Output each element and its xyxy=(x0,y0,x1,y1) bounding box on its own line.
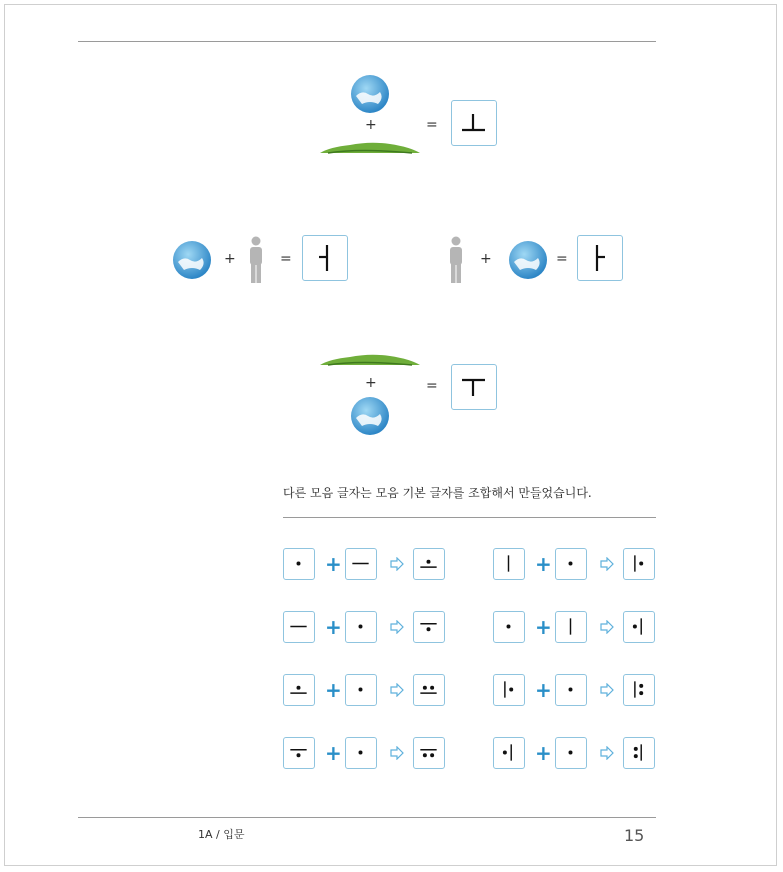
glyph-vdotR xyxy=(624,549,653,578)
glyph-hdotTop xyxy=(414,549,443,578)
dot-mark xyxy=(503,751,507,755)
dot-mark xyxy=(507,625,511,629)
glyph-box-dot xyxy=(555,737,587,769)
glyph-vdotL xyxy=(624,612,653,641)
glyph-box-vdot2L xyxy=(623,737,655,769)
page-border xyxy=(4,4,777,866)
vowel-box-u xyxy=(451,364,497,410)
vowel-o-glyph xyxy=(452,101,495,144)
plus-sign: + xyxy=(535,678,552,702)
glyph-dot xyxy=(346,612,375,641)
glyph-vbar xyxy=(494,549,523,578)
glyph-box-dot xyxy=(493,611,525,643)
glyph-dot xyxy=(346,675,375,704)
glyph-box-hdotBot xyxy=(283,737,315,769)
sky-globe-icon xyxy=(350,74,390,114)
glyph-dot xyxy=(346,738,375,767)
glyph-vbar xyxy=(556,612,585,641)
glyph-box-dot xyxy=(555,674,587,706)
vowel-a-glyph xyxy=(578,236,621,279)
plus-sign: + xyxy=(325,552,342,576)
glyph-dot xyxy=(556,675,585,704)
glyph-hdot2Bot xyxy=(414,738,443,767)
plus-sign: + xyxy=(365,375,377,391)
equals-sign: = xyxy=(280,251,292,267)
earth-ground-icon xyxy=(320,138,420,154)
glyph-hdotTop xyxy=(284,675,313,704)
plus-sign: + xyxy=(365,117,377,133)
dot-mark xyxy=(297,686,301,690)
glyph-box-vbar xyxy=(555,611,587,643)
glyph-box-hbar xyxy=(345,548,377,580)
arrow-right-icon xyxy=(600,620,614,634)
glyph-vdotR xyxy=(494,675,523,704)
dot-mark xyxy=(639,684,643,688)
glyph-box-dot xyxy=(345,674,377,706)
equals-sign: = xyxy=(426,117,438,133)
arrow-right-icon xyxy=(390,683,404,697)
glyph-box-hdot2Bot xyxy=(413,737,445,769)
plus-sign: + xyxy=(535,615,552,639)
dot-mark xyxy=(639,562,643,566)
glyph-hdot2Top xyxy=(414,675,443,704)
dot-mark xyxy=(297,562,301,566)
arrow-right-icon xyxy=(390,620,404,634)
vowel-box-a xyxy=(577,235,623,281)
earth-ground-icon xyxy=(320,350,420,366)
glyph-dot xyxy=(556,549,585,578)
dot-mark xyxy=(569,751,573,755)
plus-sign: + xyxy=(325,741,342,765)
glyph-box-dot xyxy=(555,548,587,580)
arrow-right-icon xyxy=(390,746,404,760)
sky-globe-icon xyxy=(172,240,212,280)
person-icon xyxy=(446,236,466,284)
glyph-vdot2L xyxy=(624,738,653,767)
dot-mark xyxy=(297,753,301,757)
glyph-box-hdotTop xyxy=(283,674,315,706)
glyph-box-vdotR xyxy=(493,674,525,706)
dot-mark xyxy=(427,627,431,631)
glyph-box-hdotTop xyxy=(413,548,445,580)
dot-mark xyxy=(423,686,427,690)
glyph-box-hdotBot xyxy=(413,611,445,643)
person-icon xyxy=(246,236,266,284)
glyph-box-vdotR xyxy=(623,548,655,580)
footer-label: 1A / 입문 xyxy=(198,828,245,841)
footer-rule xyxy=(78,817,656,818)
dot-mark xyxy=(639,691,643,695)
glyph-box-dot xyxy=(283,548,315,580)
plus-sign: + xyxy=(325,678,342,702)
sky-globe-icon xyxy=(508,240,548,280)
dot-mark xyxy=(359,688,363,692)
glyph-box-vdotL xyxy=(493,737,525,769)
vowel-box-eo xyxy=(302,235,348,281)
glyph-box-hbar xyxy=(283,611,315,643)
glyph-vdotL xyxy=(494,738,523,767)
dot-mark xyxy=(509,688,513,692)
dot-mark xyxy=(569,688,573,692)
arrow-right-icon xyxy=(600,746,614,760)
glyph-box-hdot2Top xyxy=(413,674,445,706)
dot-mark xyxy=(634,747,638,751)
plus-sign: + xyxy=(535,741,552,765)
vowel-eo-glyph xyxy=(303,236,346,279)
equals-sign: = xyxy=(556,251,568,267)
dot-mark xyxy=(430,753,434,757)
equals-sign: = xyxy=(426,378,438,394)
glyph-box-vdot2R xyxy=(623,674,655,706)
glyph-hbar xyxy=(284,612,313,641)
glyph-vdot2R xyxy=(624,675,653,704)
glyph-dot xyxy=(556,738,585,767)
glyph-hbar xyxy=(346,549,375,578)
glyph-box-vbar xyxy=(493,548,525,580)
sky-globe-icon xyxy=(350,396,390,436)
page-number: 15 xyxy=(624,826,645,845)
dot-mark xyxy=(430,686,434,690)
section-caption: 다른 모음 글자는 모음 기본 글자를 조합해서 만들었습니다. xyxy=(283,486,592,500)
caption-rule xyxy=(283,517,656,518)
glyph-hdotBot xyxy=(414,612,443,641)
dot-mark xyxy=(634,754,638,758)
arrow-right-icon xyxy=(390,557,404,571)
glyph-dot xyxy=(494,612,523,641)
vowel-u-glyph xyxy=(452,365,495,408)
dot-mark xyxy=(359,625,363,629)
plus-sign: + xyxy=(224,251,236,267)
plus-sign: + xyxy=(535,552,552,576)
vowel-box-o xyxy=(451,100,497,146)
top-rule xyxy=(78,41,656,42)
plus-sign: + xyxy=(480,251,492,267)
dot-mark xyxy=(633,625,637,629)
plus-sign: + xyxy=(325,615,342,639)
glyph-hdotBot xyxy=(284,738,313,767)
glyph-box-vdotL xyxy=(623,611,655,643)
dot-mark xyxy=(359,751,363,755)
arrow-right-icon xyxy=(600,557,614,571)
dot-mark xyxy=(569,562,573,566)
glyph-dot xyxy=(284,549,313,578)
glyph-box-dot xyxy=(345,611,377,643)
glyph-box-dot xyxy=(345,737,377,769)
dot-mark xyxy=(427,560,431,564)
dot-mark xyxy=(423,753,427,757)
arrow-right-icon xyxy=(600,683,614,697)
